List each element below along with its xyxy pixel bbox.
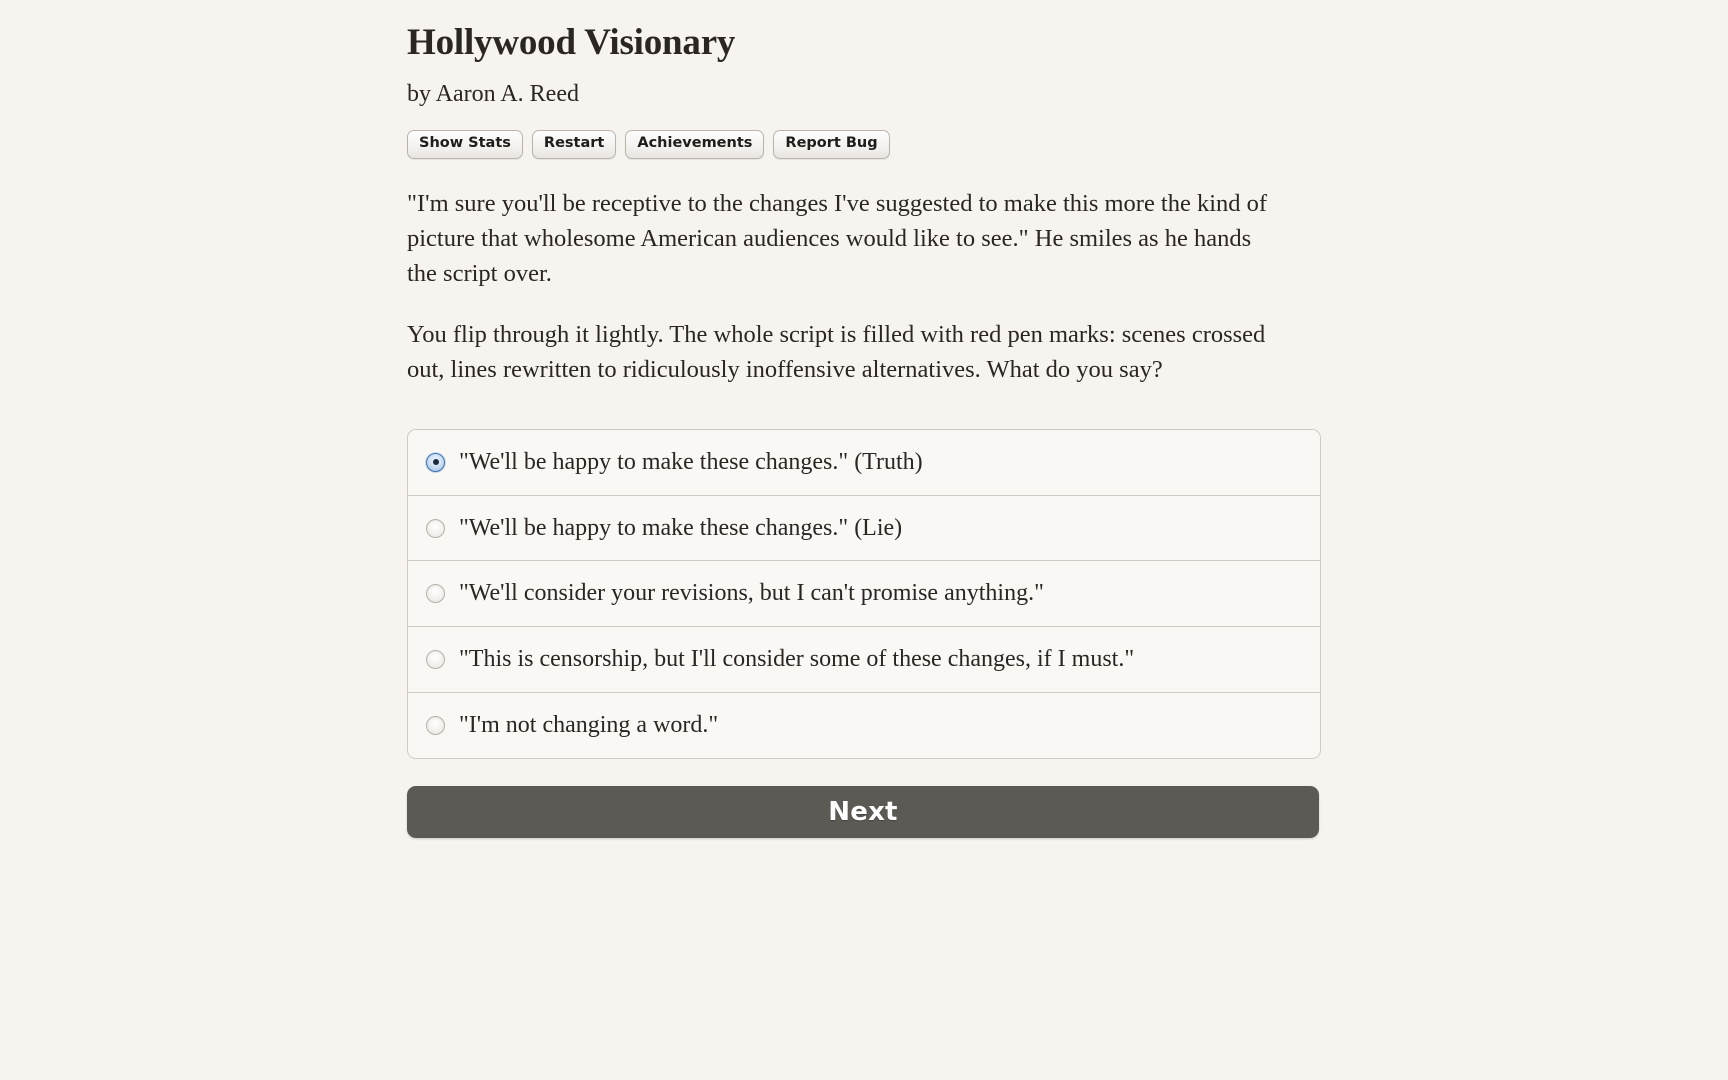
choice-list [407, 429, 1321, 759]
choice-label: "We'll be happy to make these changes." (Lie) [459, 514, 903, 541]
story-text [407, 187, 1327, 388]
show-stats-button[interactable]: Show Stats [407, 130, 523, 159]
content-column [407, 0, 1327, 838]
achievements-button[interactable]: Achievements [625, 130, 764, 159]
story-paragraph: You flip through it lightly. The whole script is filled with red pen marks: scenes crossed out, lines rewritten to ridiculously inoffensive alternatives. What do you say? [407, 321, 1266, 384]
choice-label: "We'll be happy to make these changes." (Truth) [459, 448, 923, 475]
choice-option[interactable] [408, 496, 1320, 562]
radio-unselected-icon[interactable] [426, 519, 445, 538]
radio-unselected-icon[interactable] [426, 650, 445, 669]
choice-option[interactable] [408, 430, 1320, 496]
radio-selected-icon[interactable] [426, 453, 445, 472]
report-bug-button[interactable]: Report Bug [773, 130, 889, 159]
page-title: Hollywood Visionary [407, 22, 736, 63]
choice-option[interactable] [408, 561, 1320, 627]
choice-label: "This is censorship, but I'll consider some of these changes, if I must." [459, 646, 1135, 673]
choice-label: "We'll consider your revisions, but I can't promise anything." [459, 580, 1044, 607]
author-byline: by Aaron A. Reed [407, 81, 579, 108]
next-button[interactable]: Next [407, 786, 1319, 838]
choice-option[interactable] [408, 693, 1320, 758]
choice-option[interactable] [408, 627, 1320, 693]
radio-unselected-icon[interactable] [426, 584, 445, 603]
restart-button[interactable]: Restart [532, 130, 616, 159]
radio-unselected-icon[interactable] [426, 716, 445, 735]
choice-label: "I'm not changing a word." [459, 712, 719, 739]
story-paragraph: "I'm sure you'll be receptive to the changes I've suggested to make this more the kind of picture that wholesome American audiences would like to see." He smiles as he hands the script over. [407, 189, 1268, 287]
toolbar [407, 130, 1327, 159]
